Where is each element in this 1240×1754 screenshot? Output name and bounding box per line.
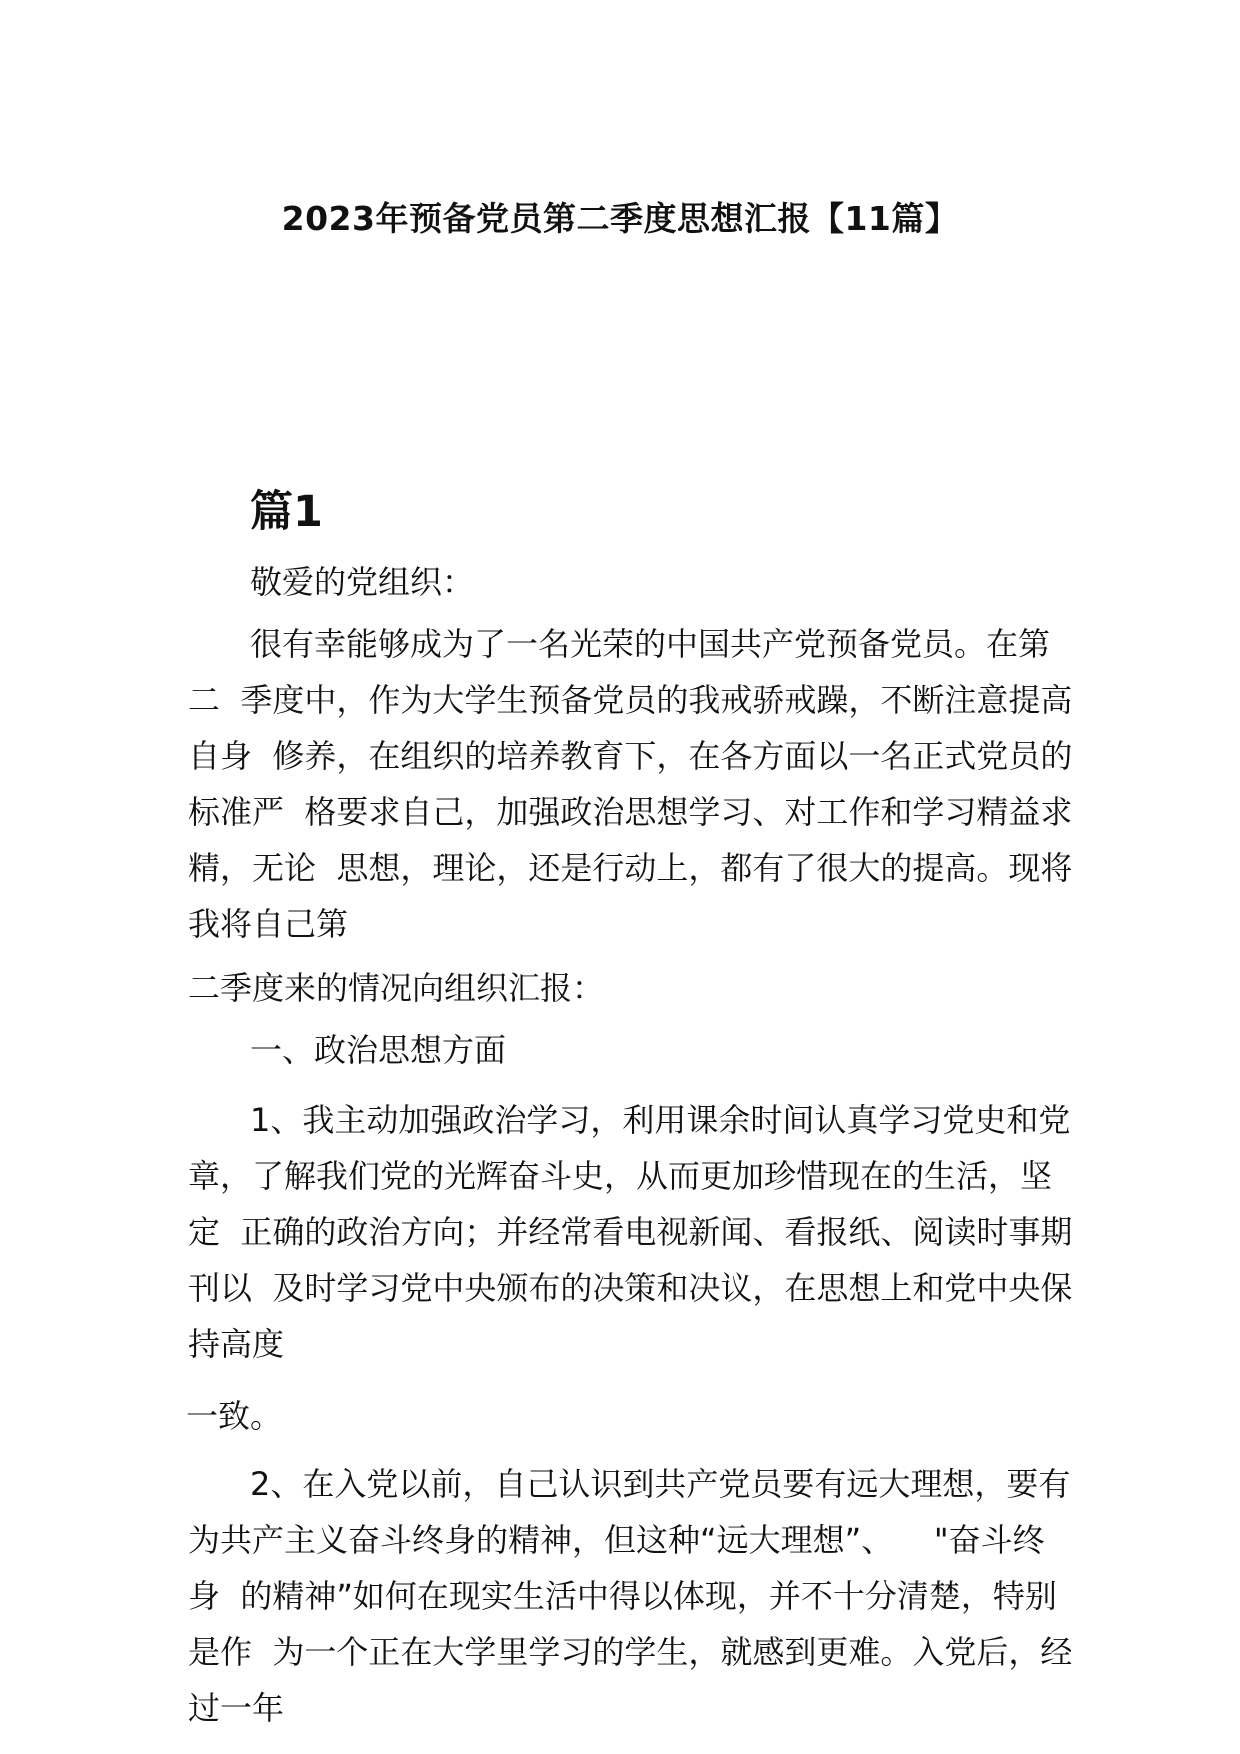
salutation: 敬爱的党组织： <box>250 563 475 601</box>
section-subheading: 一、政治思想方面 <box>250 1031 507 1069</box>
paragraph-line: 章，了解我们党的光辉奋斗史，从而更加珍惜现在的生活，坚 <box>188 1157 1053 1195</box>
paragraph-line: 2、在入党以前，自己认识到共产党员要有远大理想，要有 <box>250 1465 1071 1503</box>
paragraph-line: 是作 为一个正在大学里学习的学生，就感到更难。入党后，经 <box>188 1633 1073 1671</box>
paragraph-line: 二 季度中，作为大学生预备党员的我戒骄戒躁，不断注意提高 <box>188 681 1073 719</box>
paragraph-line: 过一年 <box>188 1689 285 1727</box>
section-heading: 篇1 <box>250 487 323 537</box>
paragraph-line: 很有幸能够成为了一名光荣的中国共产党预备党员。在第 <box>250 625 1051 663</box>
paragraph-line: 持高度 <box>188 1325 285 1363</box>
paragraph-line: 精，无论 思想，理论，还是行动上，都有了很大的提高。现将 <box>188 849 1073 887</box>
paragraph-line: 1、我主动加强政治学习，利用课余时间认真学习党史和党 <box>250 1101 1071 1139</box>
paragraph-line: 定 正确的政治方向；并经常看电视新闻、看报纸、阅读时事期 <box>188 1213 1073 1251</box>
paragraph-line: 一致。 <box>186 1397 283 1435</box>
paragraph-line: 身 的精神”如何在现实生活中得以体现，并不十分清楚，特别 <box>188 1577 1057 1615</box>
paragraph-line: 二季度来的情况向组织汇报： <box>188 969 605 1007</box>
document-title: 2023年预备党员第二季度思想汇报【11篇】 <box>281 199 959 238</box>
paragraph-line: 为共产主义奋斗终身的精神，但这种“远大理想”、 "奋斗终 <box>188 1521 1045 1559</box>
paragraph-line: 刊以 及时学习党中央颁布的决策和决议，在思想上和党中央保 <box>188 1269 1073 1307</box>
paragraph-line: 自身 修养，在组织的培养教育下，在各方面以一名正式党员的 <box>188 737 1073 775</box>
paragraph-line: 标准严 格要求自己，加强政治思想学习、对工作和学习精益求 <box>188 793 1073 831</box>
paragraph-line: 我将自己第 <box>188 905 349 943</box>
